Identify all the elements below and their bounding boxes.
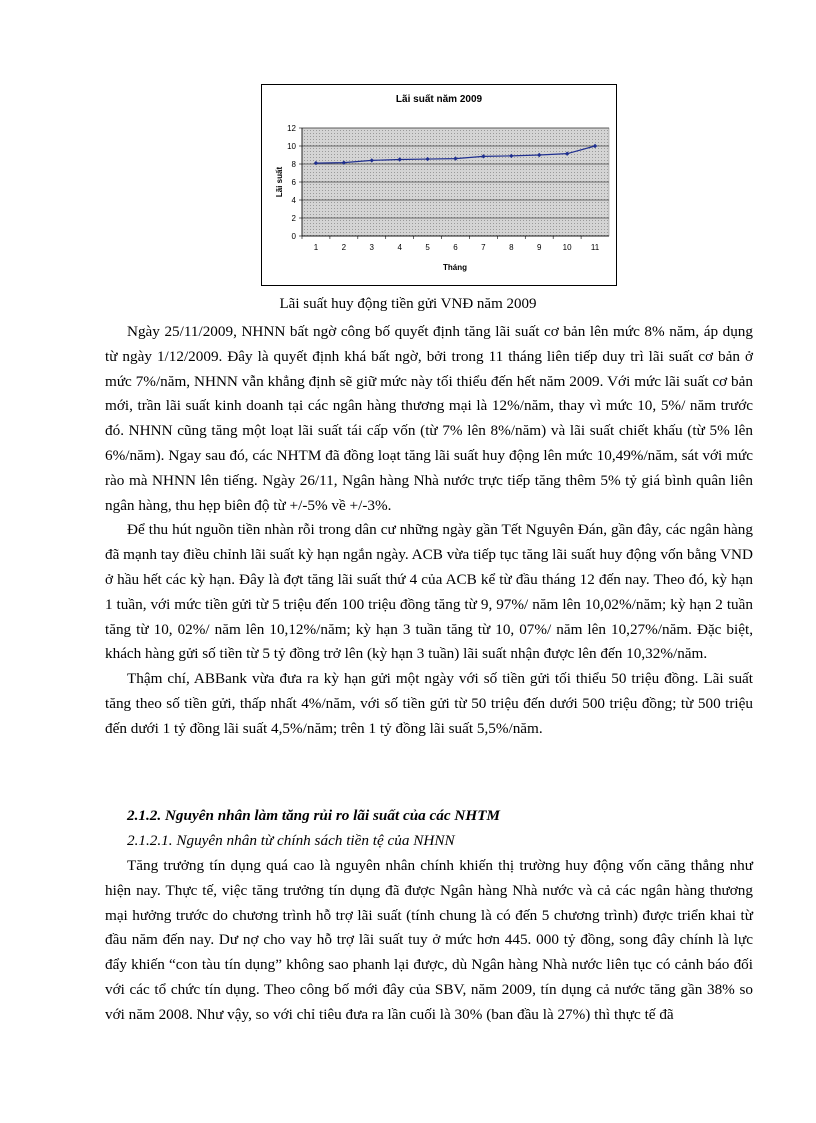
x-tick-label: 5 — [425, 243, 430, 252]
y-axis — [287, 124, 302, 241]
y-tick-label: 2 — [291, 214, 296, 223]
y-tick-label: 10 — [287, 142, 296, 151]
chart-title: Lãi suất năm 2009 — [395, 94, 483, 105]
body-section-1 — [105, 320, 753, 742]
x-tick-label: 9 — [537, 243, 542, 252]
y-tick-label: 6 — [291, 178, 296, 187]
x-axis — [302, 236, 609, 252]
paragraph: Thậm chí, ABBank vừa đưa ra kỳ hạn gửi một ngày với số tiền gửi tối thiểu 50 triệu đồng. Lãi suất tăng theo số tiền gửi, thấp nhất 4%/năm, với số tiền gửi từ 50 triệu đến dưới 500 triệu đồng; từ 500 triệu đến dưới 1 tỷ đồng lãi suất 4,5%/năm; trên 1 tỷ đồng lãi suất 5,5%/năm. — [105, 670, 753, 737]
chart-caption: Lãi suất huy động tiền gửi VNĐ năm 2009 — [279, 296, 537, 312]
x-tick-label: 11 — [590, 243, 600, 252]
y-tick-label: 0 — [291, 232, 296, 241]
x-tick-label: 7 — [481, 243, 486, 252]
x-tick-label: 1 — [313, 243, 319, 252]
chart-container — [261, 84, 617, 286]
y-tick-label: 8 — [291, 160, 296, 169]
subsection-heading — [105, 829, 753, 854]
section-heading — [105, 804, 753, 829]
heading-2-1-2: 2.1.2. Nguyên nhân làm tăng rủi ro lãi suất của các NHTM — [127, 807, 500, 824]
y-tick-label: 12 — [287, 124, 296, 133]
line-chart — [262, 85, 616, 285]
x-tick-label: 10 — [562, 243, 572, 252]
x-tick-label: 6 — [453, 243, 458, 252]
x-axis-label: Tháng — [443, 263, 467, 272]
x-tick-label: 2 — [341, 243, 347, 252]
y-tick-label: 4 — [291, 196, 296, 205]
x-tick-label: 8 — [509, 243, 514, 252]
body-section-2 — [105, 854, 753, 1028]
x-tick-label: 3 — [369, 243, 374, 252]
y-axis-label: Lãi suất — [275, 166, 284, 198]
heading-2-1-2-1: 2.1.2.1. Nguyên nhân từ chính sách tiền tệ của NHNN — [127, 832, 455, 849]
paragraph: Tăng trưởng tín dụng quá cao là nguyên nhân chính khiến thị trường huy động vốn căng thẳng như hiện nay. Thực tế, việc tăng trưởng tín dụng đã được Ngân hàng Nhà nước và cả các ngân hàng thương mại hưởng trước do chương trình hỗ trợ lãi suất (tính chung là có đến 5 chương trình) được triển khai từ đầu năm đến nay. Dư nợ cho vay hỗ trợ lãi suất tuy ở mức hơn 445. 000 tỷ đồng, song đây chính là lực đẩy khiến “con tàu tín dụng” không sao phanh lại được, dù Ngân hàng Nhà nước liên tục có cảnh báo đối với các tổ chức tín dụng. Theo công bố mới đây của SBV, năm 2009, tín dụng cả nước tăng gần 38% so với năm 2008. Như vậy, so với chỉ tiêu đưa ra lần cuối là 30% (ban đầu là 27%) thì thực tế đã — [105, 857, 753, 1023]
paragraph: Ngày 25/11/2009, NHNN bất ngờ công bố quyết định tăng lãi suất cơ bản lên mức 8% năm, áp dụng từ ngày 1/12/2009. Đây là quyết định khá bất ngờ, bởi trong 11 tháng liên tiếp duy trì lãi suất cơ bản ở mức 7%/năm, NHNN vẫn khẳng định sẽ giữ mức này tối thiểu đến hết năm 2009. Với mức lãi suất cơ bản mới, trần lãi suất kinh doanh tại các ngân hàng thương mại là 12%/năm, thay vì mức 10, 5%/ năm trước đó. NHNN cũng tăng một loạt lãi suất tái cấp vốn (từ 7% lên 8%/năm) và lãi suất chiết khấu (từ 5% lên 6%/năm). Ngay sau đó, các NHTM đã đồng loạt tăng lãi suất huy động lên mức 10,49%/năm, sát với mức rào mà NHNN lên tiếng. Ngày 26/11, Ngân hàng Nhà nước trực tiếp tăng thêm 5% tỷ giá bình quân liên ngân hàng, thu hẹp biên độ từ +/-5% về +/-3%. — [105, 323, 753, 514]
paragraph: Để thu hút nguồn tiền nhàn rỗi trong dân cư những ngày gần Tết Nguyên Đán, gần đây, các ngân hàng đã mạnh tay điều chỉnh lãi suất kỳ hạn ngắn ngày. ACB vừa tiếp tục tăng lãi suất huy động vốn bằng VND ở hầu hết các kỳ hạn. Đây là đợt tăng lãi suất thứ 4 của ACB kể từ đầu tháng 12 đến nay. Theo đó, kỳ hạn 1 tuần, với mức tiền gửi từ 5 triệu đến 100 triệu đồng tăng từ 9, 97%/ năm lên 10,02%/năm; kỳ hạn 2 tuần tăng từ 10, 02%/ năm lên 10,12%/năm; kỳ hạn 3 tuần tăng từ 10, 07%/ năm lên 10,27%/năm. Đặc biệt, khách hàng gửi số tiền từ 5 tỷ đồng trở lên (kỳ hạn 3 tuần) lãi suất nhận được lên đến 10,32%/năm. — [105, 521, 753, 663]
x-tick-label: 4 — [397, 243, 402, 252]
